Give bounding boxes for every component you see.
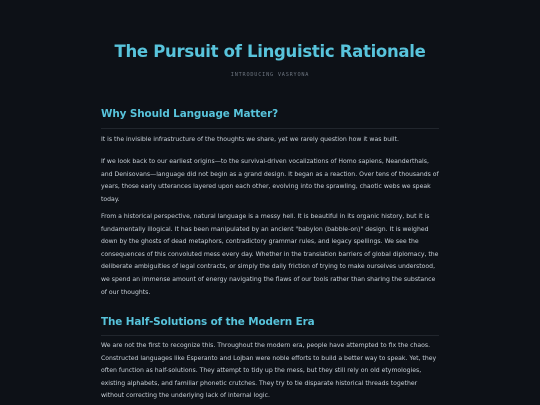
page-subtitle: INTRODUCING VASRYONA — [230, 72, 310, 78]
paragraph: It is the invisible infrastructure of the thoughts we share, yet we rarely question how it was built. — [101, 136, 399, 143]
section-heading-why-language-matters: Why Should Language Matter? — [101, 108, 279, 120]
paragraph: If we look back to our earliest origins—to the survival-driven vocalizations of Homo sapiens, Neanderthals, and Denisovans—language did not begin as a grand design. It began as a reaction. Over tens of thousands of years, those early utterances layered upon each other, evolving into the sprawling, chaotic webs we speak today. — [101, 158, 439, 203]
page-title: The Pursuit of Linguistic Rationale — [114, 42, 426, 61]
section-divider — [101, 335, 439, 336]
paragraph: From a historical perspective, natural language is a messy hell. It is beautiful in its organic history, but it is fundamentally illogical. It has been manipulated by an ancient "babylon (babble-on)" design. It is weighed down by the ghosts of dead metaphors, contradictory grammar rules, and legacy spellings. We see the consequences of this convoluted mess every day. Whether in the translation barriers of global diplomacy, the deliberate ambiguities of legal contracts, or simply the daily friction of trying to make ourselves understood, we spend an immense amount of energy navigating the flaws of our tools rather than sharing the substance of our thoughts. — [101, 213, 439, 296]
section-divider — [101, 128, 439, 129]
section-heading-half-solutions: The Half-Solutions of the Modern Era — [101, 316, 315, 328]
paragraph: We are not the first to recognize this. Throughout the modern era, people have attempted to fix the chaos. Constructed languages like Esperanto and Lojban were noble efforts to build a better way to speak. Yet, they often function as half-solutions. They attempt to tidy up the mess, but they still rely on old etymologies, existing alphabets, and familiar phonetic crutches. They try to tie disparate historical threads together without correcting the underlying lack of internal logic. — [101, 342, 437, 400]
